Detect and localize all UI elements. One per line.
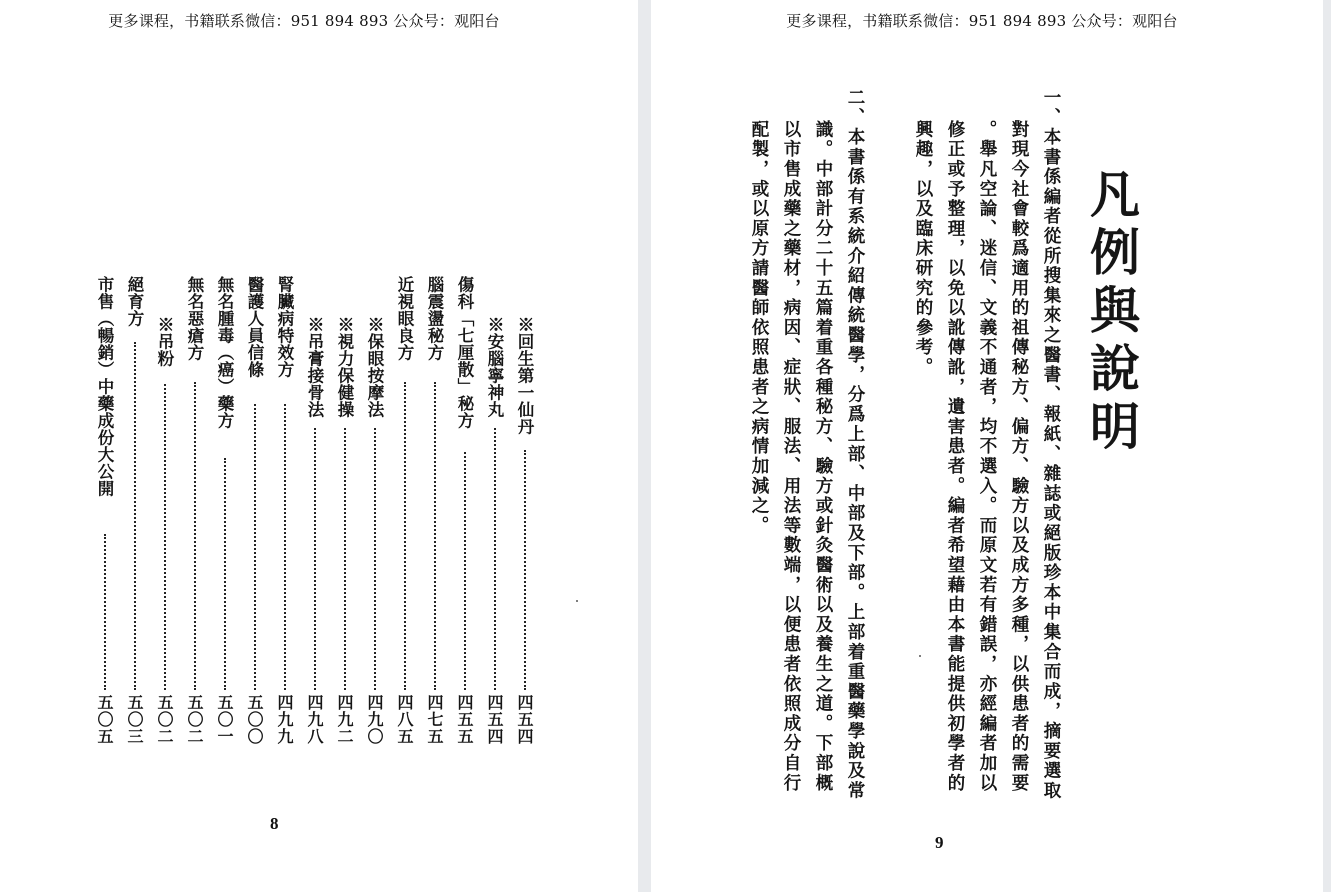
toc-page-number: 四九八 (305, 694, 324, 745)
toc-title: 絕育方 (125, 276, 144, 327)
toc-leader (314, 428, 316, 690)
toc-title: 腦震盪秘方 (425, 276, 444, 361)
toc-page-number: 四五四 (515, 694, 534, 745)
page-title: 凡例與說明 (1082, 168, 1141, 458)
body-column: 配製，或以原方請醫師依照患者之病情加減之。 (749, 120, 769, 536)
toc-title: 無名腫毒（癌）藥方 (215, 276, 234, 429)
toc-page-number: 五〇五 (95, 694, 114, 745)
toc-leader (344, 428, 346, 690)
page-number: 8 (270, 814, 279, 833)
toc-title: 無名惡瘡方 (185, 276, 204, 361)
toc-leader (134, 342, 136, 690)
body-column: 。舉凡空論、迷信、文義不通者，均不選入。而原文若有錯誤，亦經編者加以 (977, 120, 997, 794)
toc-leader (524, 450, 526, 690)
page-header: 更多课程，书籍联系微信：951 894 893 公众号：观阳台 (786, 12, 1178, 30)
toc-title: ※保眼按摩法 (365, 316, 384, 418)
toc-page-number: 五〇一 (215, 694, 234, 745)
toc-page-number: 四五五 (455, 694, 474, 745)
body-column: 識。中部計分二十五篇着重各種秘方、驗方或針灸醫術以及養生之道。下部概 (813, 120, 833, 794)
toc-page-number: 五〇二 (155, 694, 174, 745)
toc-title: 傷科「七厘散」秘方 (455, 276, 474, 429)
body-column: 二、本書係有系統介紹傳統醫學，分爲上部、中部及下部。上部着重醫藥學說及常 (845, 88, 865, 801)
left-page (0, 0, 638, 892)
toc-page-number: 四五四 (485, 694, 504, 745)
toc-leader (104, 534, 106, 690)
toc-leader (224, 458, 226, 690)
toc-leader (254, 404, 256, 690)
toc-page-number: 四八五 (395, 694, 414, 745)
toc-leader (284, 404, 286, 690)
toc-page-number: 四九〇 (365, 694, 384, 745)
toc-leader (194, 382, 196, 690)
page-number: 9 (935, 833, 944, 852)
toc-page-number: 四九九 (275, 694, 294, 745)
body-column: 對現今社會較爲適用的祖傳秘方、偏方、驗方以及成方多種，以供患者的需要 (1009, 120, 1029, 794)
toc-title: ※回生第一仙丹 (515, 316, 534, 435)
scan-speck (919, 655, 921, 657)
right-page (651, 0, 1323, 892)
toc-page-number: 五〇三 (125, 694, 144, 745)
toc-page-number: 五〇二 (185, 694, 204, 745)
body-column: 修正或予整理，以免以訛傳訛，遺害患者。編者希望藉由本書能提供初學者的 (945, 120, 965, 794)
toc-title: 市售（暢銷）中藥成份大公開 (95, 276, 114, 497)
toc-title: 腎臟病特效方 (275, 276, 294, 378)
toc-page-number: 四九二 (335, 694, 354, 745)
toc-title: ※吊膏接骨法 (305, 316, 324, 418)
body-column: 以市售成藥之藥材，病因、症狀、服法、用法等數端，以便患者依照成分自行 (781, 120, 801, 794)
toc-leader (374, 428, 376, 690)
toc-title: ※吊粉 (155, 316, 174, 367)
toc-leader (464, 452, 466, 690)
toc-leader (434, 382, 436, 690)
toc-leader (404, 382, 406, 690)
body-column: 興趣，以及臨床研究的參考。 (913, 120, 933, 378)
toc-page-number: 五〇〇 (245, 694, 264, 745)
page-header: 更多课程，书籍联系微信：951 894 893 公众号：观阳台 (108, 12, 500, 30)
toc-title: 近視眼良方 (395, 276, 414, 361)
toc-title: ※視力保健操 (335, 316, 354, 418)
toc-title: ※安腦寧神丸 (485, 316, 504, 418)
scan-speck (576, 600, 578, 602)
toc-leader (494, 428, 496, 690)
toc-page-number: 四七五 (425, 694, 444, 745)
toc-leader (164, 384, 166, 690)
toc-title: 醫護人員信條 (245, 276, 264, 378)
body-column: 一、本書係編者從所搜集來之醫書、報紙、雜誌或絕版珍本中集合而成，摘要選取 (1041, 88, 1061, 801)
